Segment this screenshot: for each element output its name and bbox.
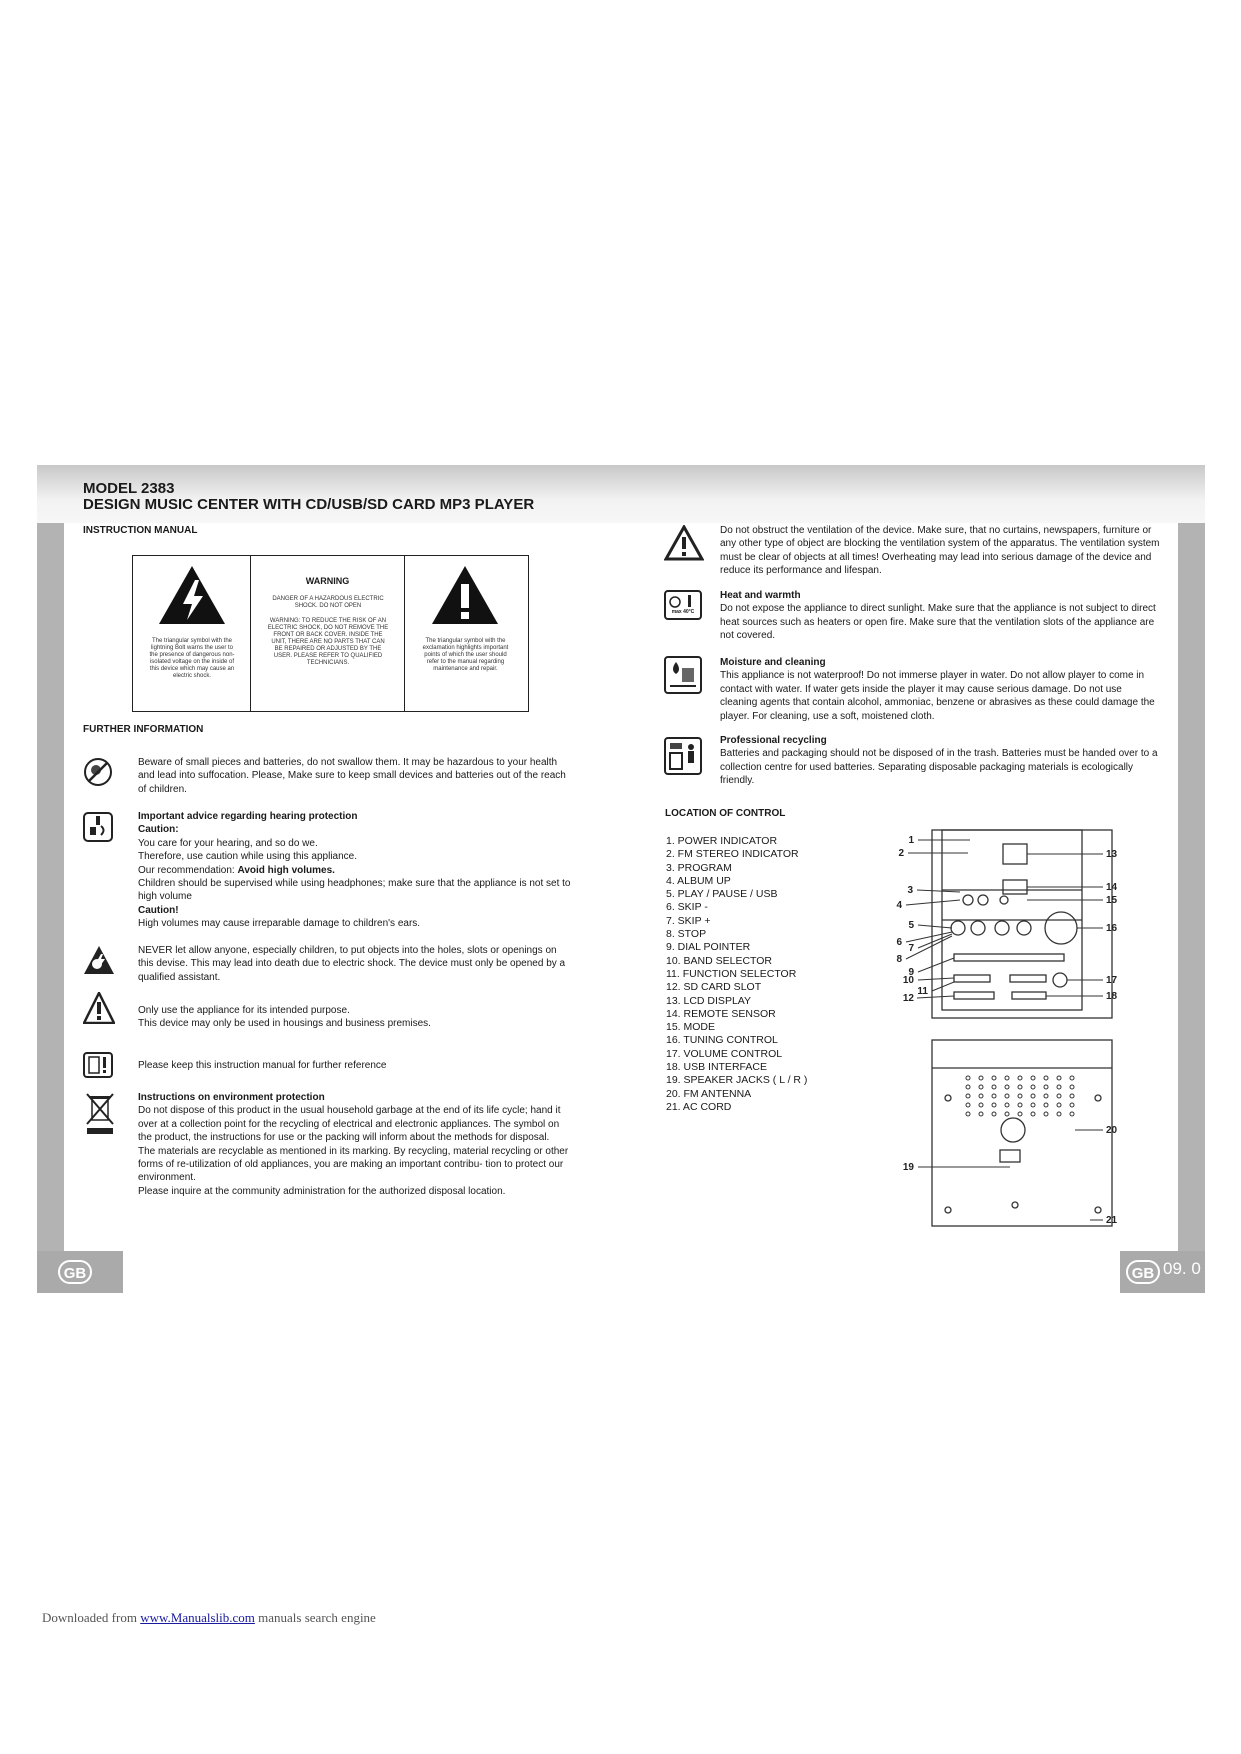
legend-item: 12. SD CARD SLOT [666,981,762,994]
electric-shock-warning-icon [83,945,115,975]
moisture-title: Moisture and cleaning [720,657,826,668]
callout-number: 11 [917,986,928,997]
grille-hole [1057,1076,1061,1080]
callout-number: 15 [1106,895,1118,906]
legend-item: 10. BAND SELECTOR [666,954,773,967]
hearing-caution-1: Caution: [138,824,179,836]
legend-item: 5. PLAY / PAUSE / USB [666,888,778,901]
water-drop-icon [666,658,700,692]
grille-hole [1005,1112,1009,1116]
lightning-symbol-text: The triangular symbol with the lightning Bolt warns the user to the presence of dangerous non-isolated voltage on the inside of this device which may cause an electric shock. [149,638,235,679]
callout-number: 12 [902,993,914,1004]
recycling-title: Professional recycling [720,735,827,746]
legend-item: 11. FUNCTION SELECTOR [666,967,797,980]
callout-number: 16 [1106,923,1118,934]
front-view [932,830,1112,1018]
legend-item: 13. LCD DISPLAY [666,994,752,1007]
warning-cell-exclamation [405,556,526,711]
model-number: MODEL 2383 [83,480,175,497]
warning-body-text: WARNING: TO REDUCE THE RISK OF AN ELECTRIC SHOCK, DO NOT REMOVE THE FRONT OR BACK COVER. INSIDE THE UNIT, THERE ARE NO PARTS THAT CAN BE REPAIRED OR ADJUSTED BY THE USER. PLEASE REFER TO QUALIFIED TECHNICIANS. [267,618,389,666]
legend-item: 2. FM STEREO INDICATOR [666,848,799,861]
lcd-display [1003,844,1027,864]
footer-bar-right [1120,1251,1205,1293]
warning-danger-text: DANGER OF A HAZARDOUS ELECTRIC SHOCK. DO NOT OPEN [272,596,384,609]
grille-hole [1057,1112,1061,1116]
grille-hole [1044,1103,1048,1107]
callout-number: 10 [902,975,914,986]
legend-item: 14. REMOTE SENSOR [666,1007,776,1020]
recycling-icon [664,737,702,775]
grille-hole [1044,1085,1048,1089]
heat-icon-label: max 40°C [671,609,695,615]
grille-hole [1018,1085,1022,1089]
grille-hole [1070,1076,1074,1080]
grille-hole [1031,1085,1035,1089]
heat-icon [664,590,702,620]
moisture-body: This appliance is not waterproof! Do not immerse player in water. Do not allow player to come in contact with water. If water gets inside the player it may cause serious damage. Do not use cleaning agents that contain alcohol, ammoniac, benzene or abrasives as these could damage the player. For cleaning, use a soft, moistened cloth. [720,670,1155,722]
keep-manual-text: Please keep this instruction manual for further reference [138,1060,387,1071]
legend-item: 3. PROGRAM [666,861,732,874]
grille-hole [1057,1094,1061,1098]
ventilation-warning-icon [664,525,704,561]
hearing-line-2: Therefore, use caution while using this appliance. [138,851,358,863]
grille-hole [1031,1094,1035,1098]
gb-badge-left: GB [58,1260,92,1284]
environment-body-1: Do not dispose of this product in the usual household garbage at the end of its life cycle; hand it over at a collection point for the recycling of electrical and electronic appliances. The symbol on the product, the instructions for use or the packing will inform about the methods for disposal. [138,1105,561,1144]
grille-hole [992,1094,996,1098]
grille-hole [1070,1112,1074,1116]
grille-hole [979,1103,983,1107]
grille-hole [992,1103,996,1107]
bin-person-icon [666,739,700,773]
environment-section [138,1091,574,1198]
manualslib-link[interactable]: www.Manualslib.com [140,1610,255,1625]
callout-number: 3 [907,885,913,896]
legend-item: 7. SKIP + [666,914,711,927]
callout-number: 1 [908,835,914,846]
hearing-recommendation [138,864,578,877]
grille-hole [966,1112,970,1116]
hearing-title: Important advice regarding hearing protection [138,811,358,822]
exclamation-symbol-text: The triangular symbol with the exclamation highlights important points of which the user should refer to the manual regarding maintenance and repair. [422,638,509,672]
control-diagram [870,820,1130,1230]
callout-number: 9 [908,967,914,978]
warning-box [132,555,529,712]
legend-item: 19. SPEAKER JACKS ( L / R ) [666,1074,808,1087]
exclamation-warning-icon [430,564,500,626]
recycling-body: Batteries and packaging should not be disposed of in the trash. Batteries must be handed over to a collection centre for used batteries. Separating disposable packaging materials is ecologically friendly. [720,748,1158,787]
callout-number: 17 [1106,975,1118,986]
warning-heading: WARNING [305,576,350,586]
callout-number: 5 [908,920,914,931]
lightning-warning-icon [157,564,227,626]
location-of-control-heading: LOCATION OF CONTROL [665,808,786,819]
callout-number: 21 [1106,1215,1118,1226]
legend-item: 8. STOP [666,928,707,941]
instruction-manual-heading: INSTRUCTION MANUAL [83,525,198,536]
exclamation-icon [83,992,115,1024]
grille-hole [966,1103,970,1107]
callout-number: 2 [898,848,904,859]
hearing-recommendation-prefix: Our recommendation: [138,864,238,876]
grille-hole [1005,1103,1009,1107]
header-band [37,465,1205,523]
left-side-bar [37,523,64,1251]
grille-hole [966,1085,970,1089]
grille-hole [979,1076,983,1080]
legend-item: 6. SKIP - [666,901,708,914]
callout-number: 19 [902,1162,914,1173]
legend-item: 18. USB INTERFACE [666,1061,767,1074]
download-suffix: manuals search engine [254,1610,376,1625]
grille-hole [1018,1076,1022,1080]
intended-use-line-2: This device may only be used in housings and business premises. [138,1018,431,1030]
heat-title: Heat and warmth [720,590,801,601]
hearing-line-4: High volumes may cause irreparable damage to children's ears. [138,918,421,930]
footer-bar-left [37,1251,123,1293]
legend-item: 1. POWER INDICATOR [666,835,778,847]
grille-hole [1005,1076,1009,1080]
weee-bin-icon [85,1092,115,1136]
recycling-section [720,734,1160,788]
environment-body-2: The materials are recyclable as mentioned in its marking. By recycling, material recycling or other forms of re-utilization of old appliances, you are making an important contribu- tion to protect our environment. [138,1145,569,1184]
grille-hole [1070,1085,1074,1089]
hearing-recommendation-bold: Avoid high volumes. [237,864,335,876]
legend-item: 21. AC CORD [666,1100,732,1113]
grille-hole [992,1085,996,1089]
grille-hole [1018,1112,1022,1116]
callout-number: 4 [896,900,902,911]
grille-hole [1005,1094,1009,1098]
intended-use-line-1: Only use the appliance for its intended purpose. [138,1005,350,1016]
grille-hole [1031,1103,1035,1107]
grille-hole [979,1112,983,1116]
control-legend-list [666,835,841,1114]
legend-item: 20. FM ANTENNA [666,1087,752,1100]
grille-hole [966,1076,970,1080]
remote-sensor [1003,880,1027,894]
intended-use-section [138,1004,568,1031]
legend-item: 4. ALBUM UP [666,874,731,887]
callout-number: 7 [908,943,914,954]
environment-title: Instructions on environment protection [138,1092,325,1103]
small-parts-text: Beware of small pieces and batteries, do not swallow them. It may be hazardous to your health and lead into suffocation. Please, Make sure to keep small devices and batteries out of the reach of children. [138,757,566,795]
ventilation-text: Do not obstruct the ventilation of the device. Make sure, that no curtains, newspapers, furniture or any other type of object are blocking the ventilation system of the apparatus. The ventilation system must be clear of objects at all times! Overheating may lead into serious damage of the device and reduce its performance and lifespan. [720,525,1160,577]
warning-cell-lightning [133,556,251,711]
gb-badge-right: GB [1126,1260,1160,1284]
grille-hole [1005,1085,1009,1089]
legend-item: 17. VOLUME CONTROL [666,1047,783,1060]
moisture-section [720,656,1160,723]
grille-hole [992,1076,996,1080]
callout-number: 13 [1106,849,1118,860]
grille-hole [1018,1103,1022,1107]
legend-item: 9. DIAL POINTER [666,941,751,954]
grille-hole [992,1112,996,1116]
hearing-line-1: You care for your hearing, and so do we. [138,837,318,849]
grille-hole [1057,1085,1061,1089]
callout-number: 8 [896,954,902,965]
tuning-knob [1045,912,1077,944]
speaker-grille [966,1076,1074,1116]
hearing-caution-2: Caution! [138,904,179,916]
grille-hole [1018,1094,1022,1098]
warning-cell-text [251,556,405,711]
callout-number: 18 [1106,991,1118,1002]
page-title: DESIGN MUSIC CENTER WITH CD/USB/SD CARD MP3 PLAYER [83,496,535,513]
callout-number: 6 [896,937,902,948]
grille-hole [979,1085,983,1089]
legend-item: 15. MODE [666,1021,716,1034]
grille-hole [1070,1094,1074,1098]
small-parts-icon [83,757,113,787]
grille-hole [1044,1112,1048,1116]
callout-number: 20 [1106,1125,1118,1136]
page-number: 09. 0 [1163,1259,1201,1278]
grille-hole [1031,1076,1035,1080]
callout-lines [906,840,1103,1220]
grille-hole [979,1094,983,1098]
further-information-heading: FURTHER INFORMATION [83,724,204,735]
download-prefix: Downloaded from [42,1610,141,1625]
never-text: NEVER let allow anyone, especially children, to put objects into the holes, slots or openings on this devise. This may lead into death due to electric shock. The device must only be opened by a qualified assistant. [138,945,566,983]
grille-hole [1044,1094,1048,1098]
heat-body: Do not expose the appliance to direct sunlight. Make sure that the appliance is not subject to direct heat sources such as heaters or open fire. Make sure that the ventilation slots of the appliance are not covered. [720,603,1156,642]
grille-hole [1031,1112,1035,1116]
grille-hole [1044,1076,1048,1080]
grille-hole [1057,1103,1061,1107]
grille-hole [966,1094,970,1098]
right-side-bar [1178,523,1205,1251]
callout-number: 14 [1106,882,1118,893]
manual-book-icon [83,1052,113,1078]
legend-item: 16. TUNING CONTROL [666,1034,778,1047]
back-view [932,1040,1112,1226]
hearing-protection-icon [83,812,113,842]
environment-body-3: Please inquire at the community administration for the authorized disposal location. [138,1185,506,1197]
moisture-icon [664,656,702,694]
hearing-section [138,810,578,931]
download-footer [42,1610,376,1626]
hearing-line-3: Children should be supervised while using headphones; make sure that the appliance is not set to high volume [138,878,571,903]
grille-hole [1070,1103,1074,1107]
heat-section [720,589,1160,643]
